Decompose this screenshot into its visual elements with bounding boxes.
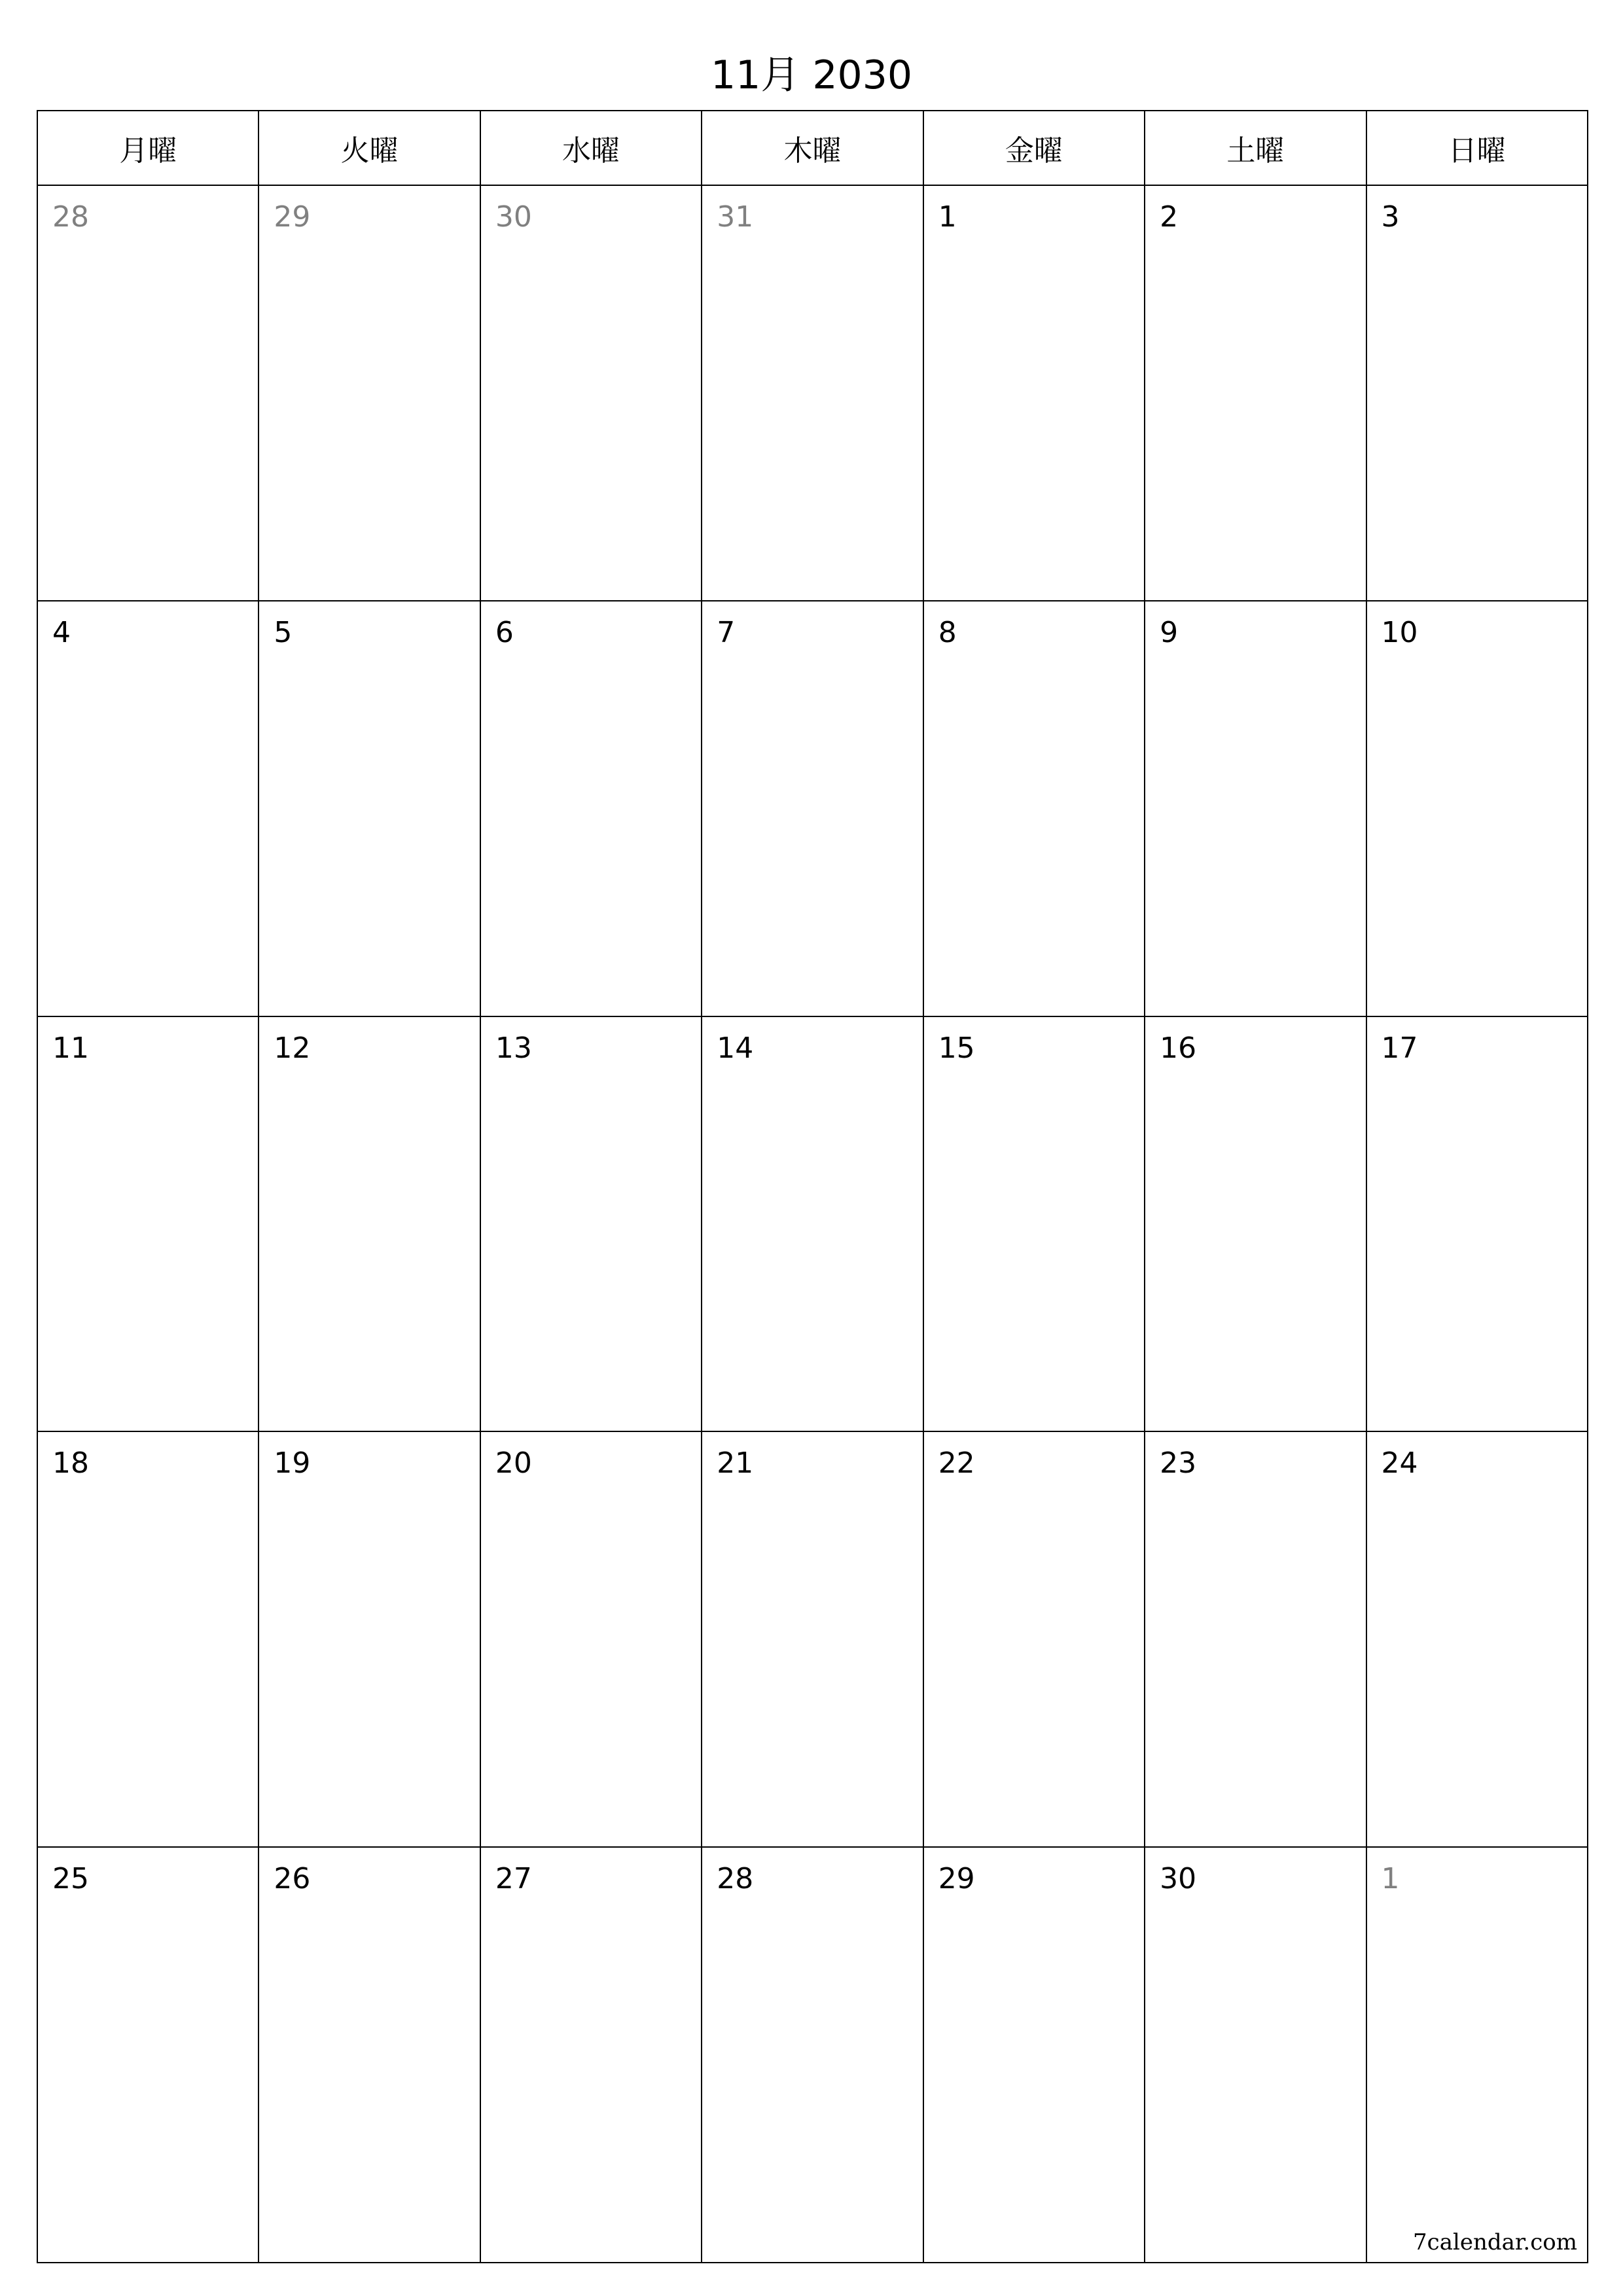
day-number: 26 [274,1862,311,1896]
day-number: 30 [1160,1862,1197,1896]
day-number: 11 [52,1031,89,1065]
day-number: 16 [1160,1031,1197,1065]
day-cell[interactable] [38,1848,259,2263]
weekday-header-friday: 金曜 [924,111,1145,186]
day-number: 23 [1160,1446,1197,1480]
week-row [38,1848,1588,2263]
day-cell[interactable] [1145,186,1366,601]
day-cell[interactable] [481,1017,702,1433]
day-number: 1 [938,200,957,234]
day-cell[interactable] [1367,1017,1588,1433]
day-number: 4 [52,615,71,649]
day-cell[interactable] [38,601,259,1017]
weekday-header-wednesday: 水曜 [481,111,702,186]
day-number: 25 [52,1862,89,1896]
day-number: 28 [717,1862,754,1896]
day-cell[interactable] [1367,186,1588,601]
day-number: 18 [52,1446,89,1480]
day-number-other-month: 30 [495,200,532,234]
day-number: 15 [938,1031,975,1065]
day-cell[interactable] [481,186,702,601]
weeks-container [38,186,1588,2263]
day-cell[interactable] [924,186,1145,601]
day-number: 8 [938,615,957,649]
day-number: 14 [717,1031,754,1065]
day-cell[interactable] [1367,1848,1588,2263]
day-number: 6 [495,615,514,649]
day-number-other-month: 29 [274,200,311,234]
day-cell[interactable] [1367,1432,1588,1848]
weekday-header-tuesday: 火曜 [259,111,480,186]
week-row [38,601,1588,1017]
weekday-header-row [38,111,1588,186]
day-number: 17 [1381,1031,1418,1065]
day-cell[interactable] [924,601,1145,1017]
calendar-grid [37,110,1588,2263]
day-cell[interactable] [1145,1432,1366,1848]
week-row [38,1432,1588,1848]
day-number: 22 [938,1446,975,1480]
day-cell[interactable] [259,1432,480,1848]
day-cell[interactable] [702,601,923,1017]
day-number: 24 [1381,1446,1418,1480]
day-number: 13 [495,1031,532,1065]
day-number-other-month: 31 [717,200,754,234]
day-number-other-month: 1 [1381,1862,1400,1896]
day-cell[interactable] [1367,601,1588,1017]
weekday-header-monday: 月曜 [38,111,259,186]
day-cell[interactable] [1145,601,1366,1017]
day-cell[interactable] [702,186,923,601]
footer-watermark: 7calendar.com [1413,2229,1577,2255]
day-number-other-month: 28 [52,200,89,234]
day-number: 20 [495,1446,532,1480]
week-row [38,186,1588,601]
day-number: 5 [274,615,293,649]
weekday-header-thursday: 木曜 [702,111,923,186]
day-cell[interactable] [38,1432,259,1848]
day-number: 12 [274,1031,311,1065]
day-number: 7 [717,615,736,649]
day-cell[interactable] [481,601,702,1017]
day-cell[interactable] [38,1017,259,1433]
day-cell[interactable] [1145,1017,1366,1433]
day-cell[interactable] [481,1848,702,2263]
day-number: 9 [1160,615,1179,649]
day-cell[interactable] [924,1848,1145,2263]
day-cell[interactable] [259,1848,480,2263]
day-number: 19 [274,1446,311,1480]
day-cell[interactable] [1145,1848,1366,2263]
day-cell[interactable] [259,1017,480,1433]
day-cell[interactable] [259,186,480,601]
day-cell[interactable] [38,186,259,601]
week-row [38,1017,1588,1433]
day-cell[interactable] [702,1017,923,1433]
calendar-title: 11月 2030 [710,52,913,98]
day-cell[interactable] [924,1017,1145,1433]
day-number: 2 [1160,200,1179,234]
day-cell[interactable] [924,1432,1145,1848]
day-number: 10 [1381,615,1418,649]
weekday-header-sunday: 日曜 [1367,111,1588,186]
day-number: 3 [1381,200,1400,234]
weekday-header-saturday: 土曜 [1145,111,1366,186]
day-number: 29 [938,1862,975,1896]
day-number: 21 [717,1446,754,1480]
day-cell[interactable] [702,1432,923,1848]
day-cell[interactable] [259,601,480,1017]
day-number: 27 [495,1862,532,1896]
day-cell[interactable] [481,1432,702,1848]
day-cell[interactable] [702,1848,923,2263]
